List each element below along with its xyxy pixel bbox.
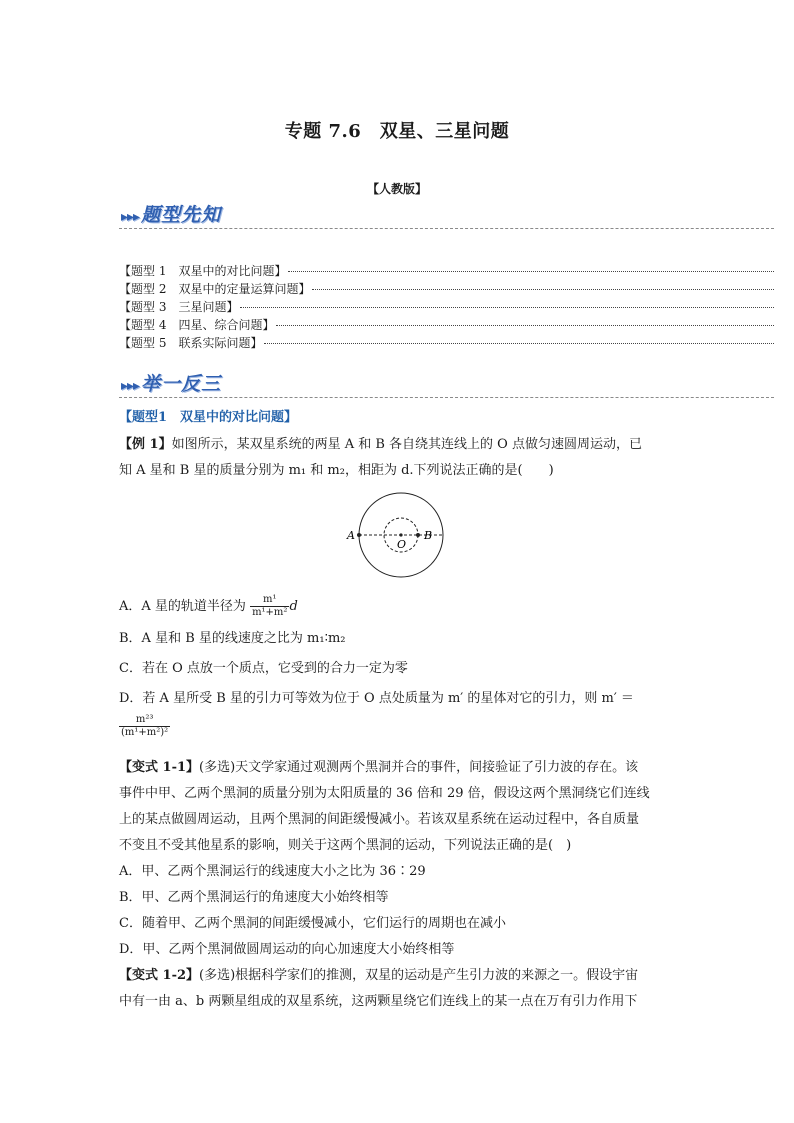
option-b: B．甲、乙两个黑洞运行的角速度大小始终相等: [119, 890, 389, 905]
example-1: [119, 432, 679, 484]
page-title: 专题 7.6 双星、三星问题: [284, 121, 510, 142]
banner-topic-preview: [121, 200, 221, 227]
option-c: C．若在 O 点放一个质点，它受到的合力一定为零: [119, 661, 408, 676]
variant-1-2: 【变式 1-2】(多选)根据科学家们的推测，双星的运动是产生引力波的来源之一。假设宇宙 中有一由 a、b 两颗星组成的双星系统，这两颗星绕它们连线上的某一点在万有引力作用下: [119, 968, 639, 1009]
toc-item[interactable]: 【题型 2 双星中的定量运算问题】: [119, 280, 774, 298]
label-o: O: [397, 538, 407, 551]
option-b: B．A 星和 B 星的线速度之比为 m₁∶m₂: [119, 631, 346, 646]
example-text: 如图所示，某双星系统的两星 A 和 B 各自绕其连线上的 O 点做匀速圆周运动，已: [171, 437, 642, 452]
banner-text: 题型先知: [141, 204, 222, 226]
toc-item[interactable]: 【题型 5 联系实际问题】: [119, 334, 774, 352]
fraction: $\frac{\text{m¹}}{\text{m¹+m²}}$: [252, 594, 288, 618]
option-a: A．A 星的轨道半径为 $\frac{\text{m¹}}{\text{m¹+m²}}$ d: [119, 594, 298, 618]
option-d: D．若 A 星所受 B 星的引力可等效为位于 O 点处质量为 m′ 的星体对它的引力，则 m′ ＝: [119, 691, 634, 706]
option-c: C．随着甲、乙两个黑洞的间距缓慢减小，它们运行的周期也在减小: [119, 916, 506, 931]
banner-examples: [121, 369, 221, 396]
toc-item[interactable]: 【题型 4 四星、综合问题】: [119, 316, 774, 334]
variant-label: 【变式 1-2】: [119, 968, 200, 983]
options-bcd: [119, 626, 679, 712]
divider: [119, 397, 774, 398]
example-text: 知 A 星和 B 星的质量分别为 m₁ 和 m₂，相距为 d.下列说法正确的是( ): [119, 463, 554, 478]
label-a: A: [347, 529, 355, 542]
banner-arrows-icon: ▸▸▸: [121, 378, 140, 394]
banner-text: 举一反三: [141, 373, 222, 395]
fraction: $\frac{\text{m²³}}{\text{(m¹+m²)²}}$: [121, 714, 169, 738]
toc-item[interactable]: 【题型 3 三星问题】: [119, 298, 774, 316]
variant-label: 【变式 1-1】: [119, 760, 200, 775]
option-a: A．甲、乙两个黑洞运行的线速度大小之比为 36∶29: [119, 864, 426, 879]
binary-star-diagram: [343, 492, 458, 580]
option-d: D．甲、乙两个黑洞做圆周运动的向心加速度大小始终相等: [119, 942, 455, 957]
banner-arrows-icon: ▸▸▸: [121, 209, 140, 225]
example-label: 【例 1】: [119, 437, 172, 452]
label-b: B: [424, 529, 433, 542]
edition-label: 【人教版】: [366, 182, 427, 196]
table-of-contents: [119, 262, 774, 352]
option-d-fraction: [119, 714, 170, 739]
divider: [119, 228, 774, 229]
toc-item[interactable]: 【题型 1 双星中的对比问题】: [119, 262, 774, 280]
variant-1-1: 【变式 1-1】(多选)天文学家通过观测两个黑洞并合的事件，间接验证了引力波的存在。该 事件中甲、乙两个黑洞的质量分别为太阳质量的 36 倍和 29 倍，假设这两个黑洞绕它们连线 上的某点做圆周运动，且两个黑洞的间距缓慢减小。若该双星系统在运动过程中，各自质量 不变且不受其他星系的影响，则关于这两个黑洞的运动，下列说法正确的是( ) A．甲、乙两个黑洞运行的线速度大小之比为 36∶29 B．甲、乙两个黑洞运行的角速度大小始终相等 C．随着甲、乙两个黑洞的间距缓慢减小，它们运行的周期也在减小 D．甲、乙两个黑洞做圆周运动的向心加速度大小始终相等: [119, 755, 679, 963]
section-heading: 【题型1 双星中的对比问题】: [119, 410, 298, 425]
